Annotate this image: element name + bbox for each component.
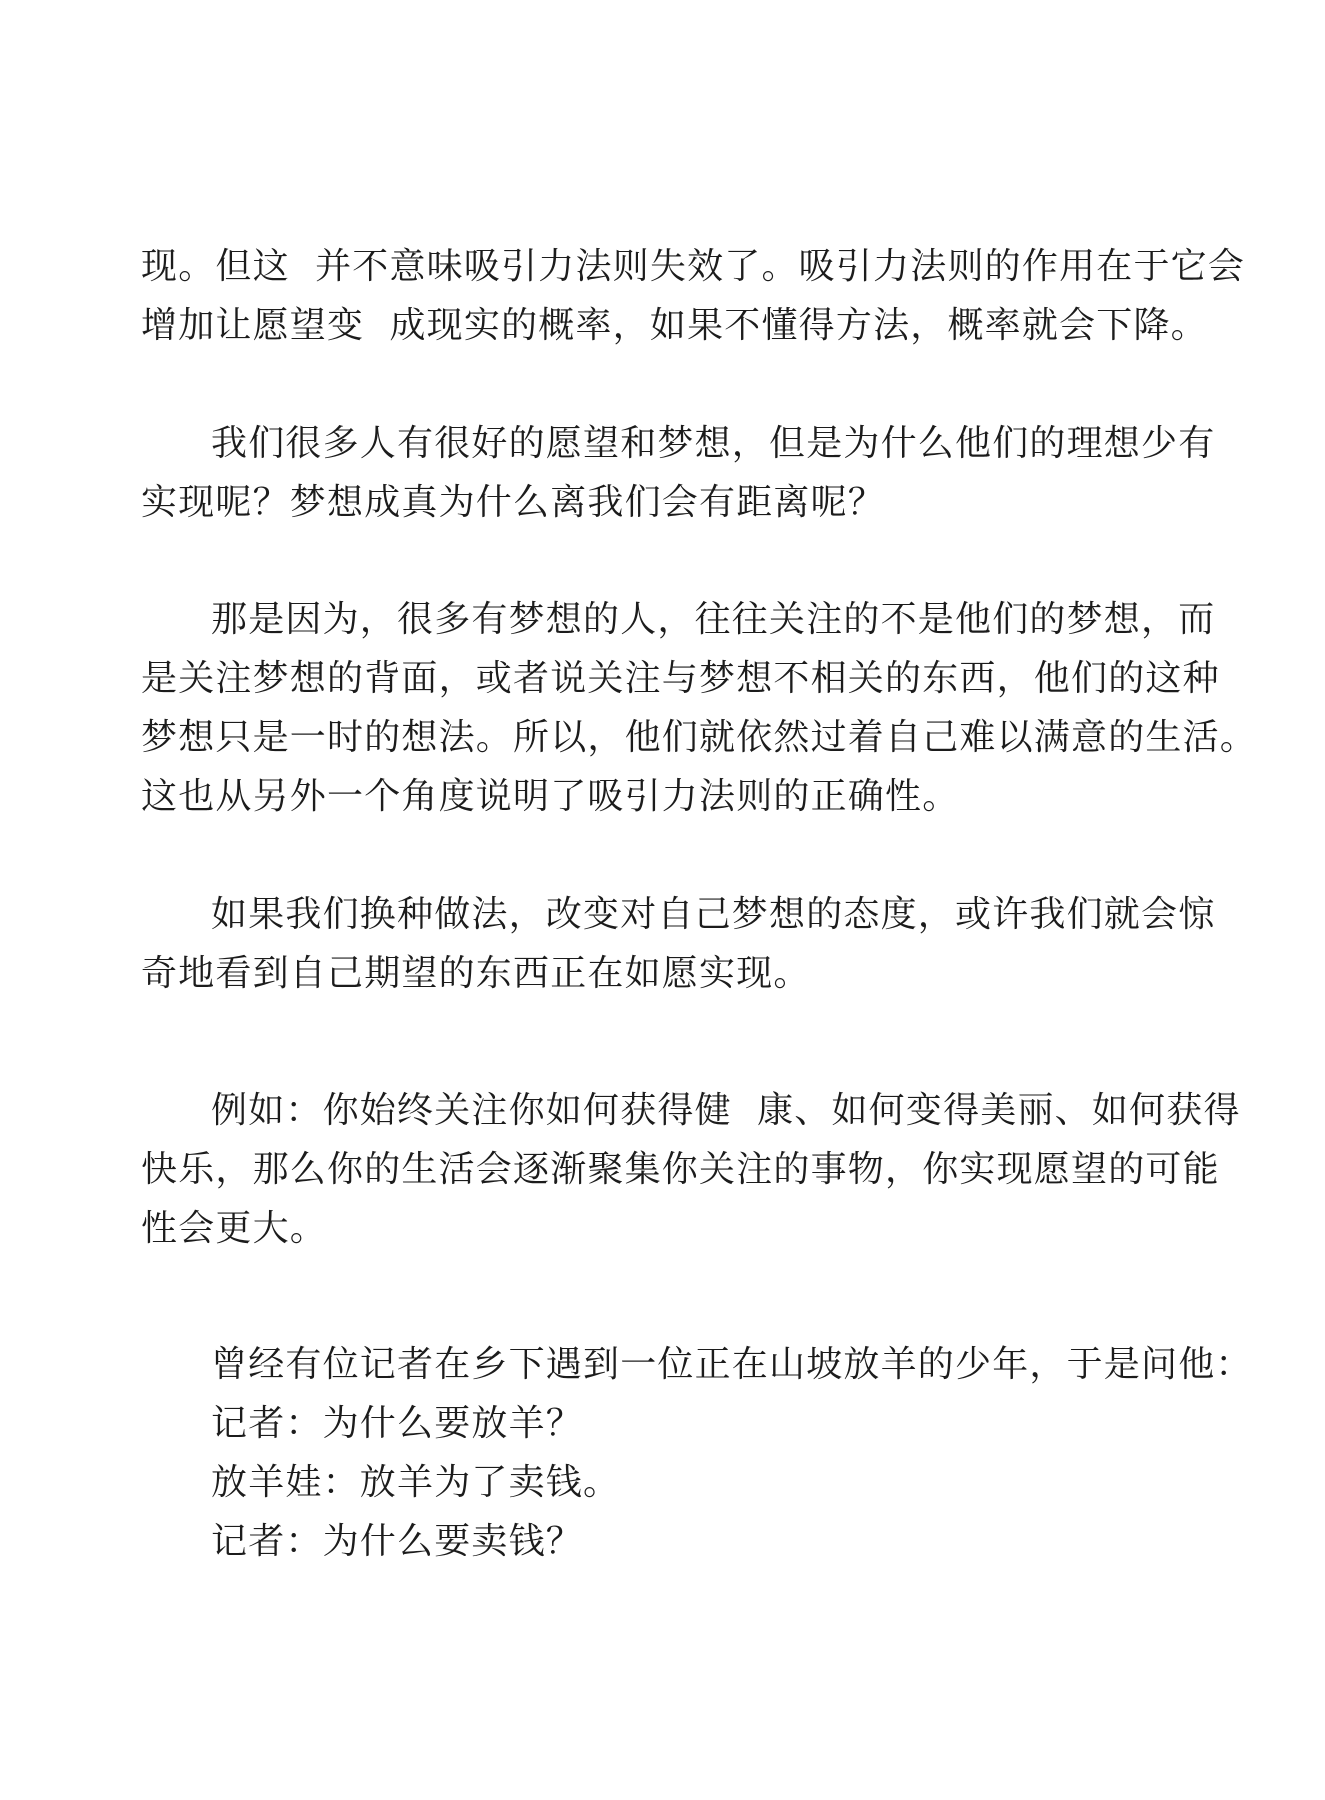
paragraph-4-line-1: 如果我们换种做法，改变对自己梦想的态度，或许我们就会惊: [211, 894, 1216, 935]
paragraph-3-line-2: 是关注梦想的背面，或者说关注与梦想不相关的东西，他们的这种: [141, 658, 1220, 699]
paragraph-2-line-1: 我们很多人有很好的愿望和梦想，但是为什么他们的理想少有: [211, 423, 1216, 464]
dialogue-line-shepherd-1: 放羊娃：放羊为了卖钱。: [211, 1462, 621, 1503]
paragraph-3-line-4: 这也从另外一个角度说明了吸引力法则的正确性。: [141, 776, 960, 817]
paragraph-5-line-2: 快乐，那么你的生活会逐渐聚集你关注的事物，你实现愿望的可能: [141, 1149, 1220, 1190]
paragraph-5-line-3: 性会更大。: [141, 1208, 328, 1249]
paragraph-6-line-1: 曾经有位记者在乡下遇到一位正在山坡放羊的少年，于是问他：: [211, 1344, 1253, 1385]
paragraph-2-line-2: 实现呢？梦想成真为什么离我们会有距离呢？: [141, 482, 886, 523]
paragraph-1-line-2: 增加让愿望变 成现实的概率，如果不懂得方法，概率就会下降。: [141, 305, 1208, 346]
paragraph-3-line-3: 梦想只是一时的想法。所以，他们就依然过着自己难以满意的生活。: [141, 717, 1258, 758]
paragraph-3-line-1: 那是因为，很多有梦想的人，往往关注的不是他们的梦想，而: [211, 599, 1216, 640]
paragraph-5-line-1: 例如：你始终关注你如何获得健 康、如何变得美丽、如何获得: [211, 1090, 1241, 1131]
paragraph-4-line-2: 奇地看到自己期望的东西正在如愿实现。: [141, 953, 811, 994]
dialogue-line-reporter-2: 记者：为什么要卖钱？: [211, 1521, 584, 1562]
paragraph-1-line-1: 现。但这 并不意味吸引力法则失效了。吸引力法则的作用在于它会: [141, 246, 1246, 287]
dialogue-line-reporter-1: 记者：为什么要放羊？: [211, 1403, 584, 1444]
